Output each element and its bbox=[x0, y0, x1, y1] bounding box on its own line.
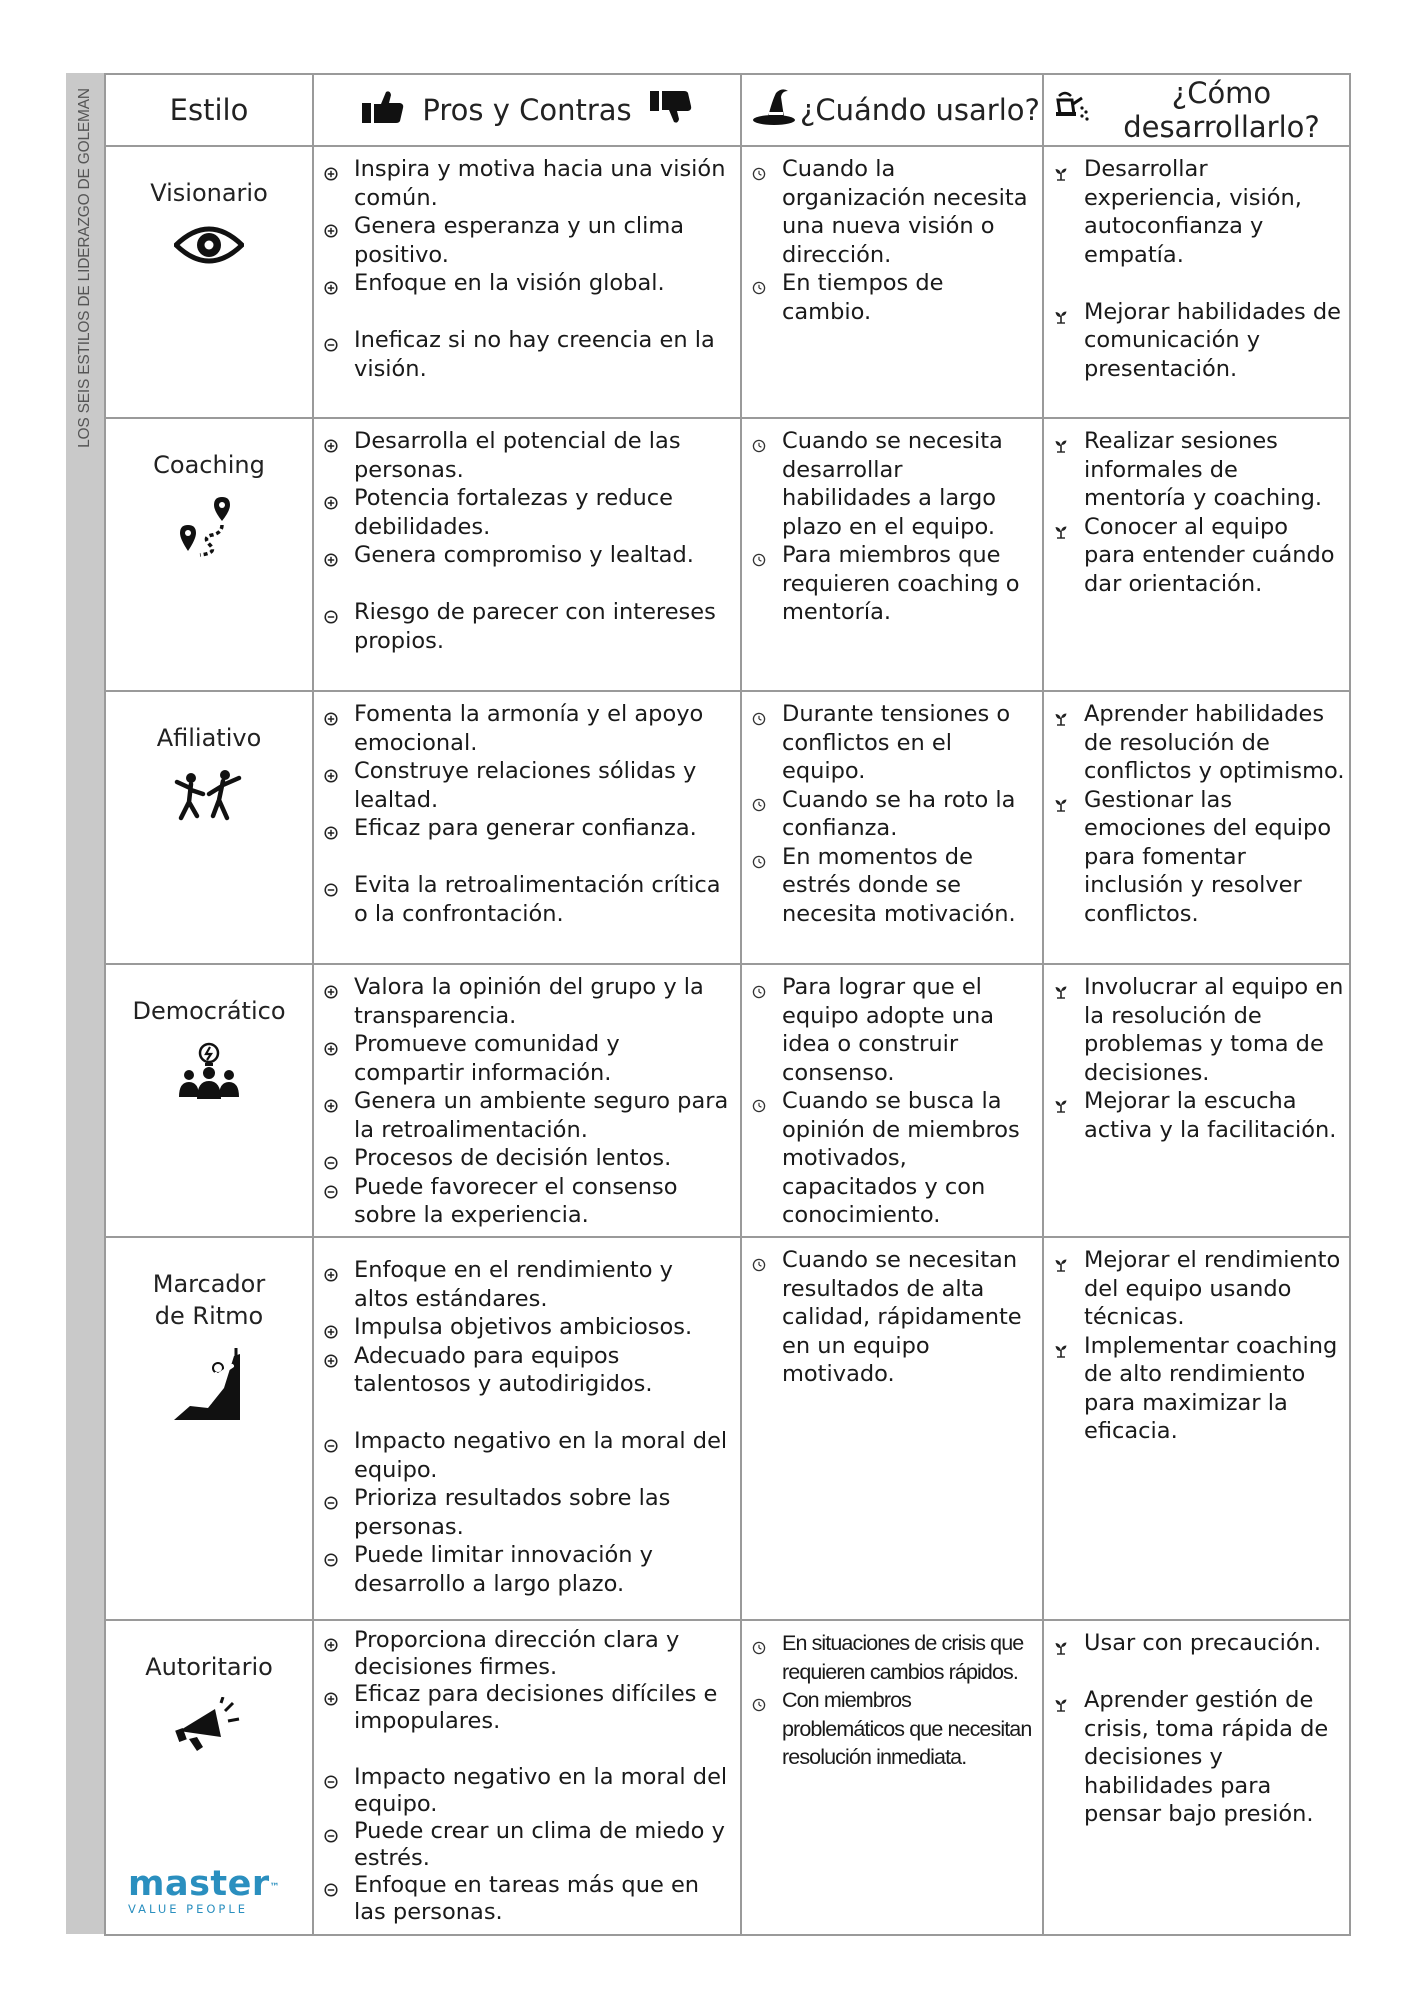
clock-icon bbox=[752, 848, 766, 862]
con-item bbox=[322, 1173, 734, 1230]
style-name: Democrático bbox=[132, 997, 286, 1025]
item-text: Implementar coaching de alto rendimiento para maximizar la eficacia. bbox=[1084, 1332, 1338, 1444]
how-cell bbox=[1042, 147, 1351, 419]
con-item bbox=[322, 1541, 734, 1598]
con-item bbox=[322, 1427, 734, 1484]
circle-plus-icon bbox=[324, 1092, 338, 1106]
clock-icon bbox=[752, 1092, 766, 1106]
logo-tm: ™ bbox=[269, 1882, 281, 1893]
when-list bbox=[742, 147, 1042, 326]
item-text: Eficaz para generar confianza. bbox=[354, 815, 697, 841]
item-text: Procesos de decisión lentos. bbox=[354, 1145, 672, 1171]
pros-cons-list bbox=[314, 147, 740, 383]
item-text: Usar con precaución. bbox=[1084, 1630, 1322, 1656]
con-item bbox=[322, 871, 734, 928]
when-item bbox=[750, 1246, 1036, 1389]
how-item bbox=[1052, 1087, 1345, 1144]
item-text: Para lograr que el equipo adopte una idea o construir consenso. bbox=[782, 974, 995, 1086]
pros-cons-list bbox=[314, 1238, 740, 1598]
circle-minus-icon bbox=[324, 1432, 338, 1446]
circle-plus-icon bbox=[324, 1318, 338, 1332]
item-text: Cuando la organización necesita una nueva visión o dirección. bbox=[782, 156, 1028, 268]
circle-plus-icon bbox=[324, 274, 338, 288]
when-list bbox=[742, 1621, 1042, 1772]
clock-icon bbox=[752, 274, 766, 288]
clock-icon bbox=[752, 1634, 766, 1648]
pro-item bbox=[322, 1030, 734, 1087]
sprout-icon bbox=[1054, 303, 1068, 317]
item-text: Para miembros que requieren coaching o mentoría. bbox=[782, 542, 1020, 625]
sprout-icon bbox=[1054, 1634, 1068, 1648]
how-list bbox=[1044, 419, 1351, 598]
when-item bbox=[750, 1087, 1036, 1230]
sprout-icon bbox=[1054, 432, 1068, 446]
how-cell bbox=[1042, 965, 1351, 1238]
eye-icon bbox=[174, 223, 244, 271]
how-item bbox=[1052, 1332, 1345, 1446]
how-list bbox=[1044, 965, 1351, 1144]
item-text: Aprender gestión de crisis, toma rápida de decisiones y habilidades para pensar bajo presión. bbox=[1084, 1687, 1329, 1827]
con-item bbox=[322, 326, 734, 383]
header-estilo bbox=[104, 75, 312, 147]
circle-plus-icon bbox=[324, 432, 338, 446]
item-text: Ineficaz si no hay creencia en la visión. bbox=[354, 327, 715, 382]
pros-cons-list bbox=[314, 965, 740, 1230]
sprout-icon bbox=[1054, 518, 1068, 532]
item-text: Cuando se busca la opinión de miembros motivados, capacitados y con conocimiento. bbox=[782, 1088, 1020, 1228]
how-cell bbox=[1042, 419, 1351, 692]
when-item bbox=[750, 269, 1036, 326]
when-cell bbox=[740, 147, 1042, 419]
sprout-icon bbox=[1054, 791, 1068, 805]
pro-item bbox=[322, 973, 734, 1030]
side-band bbox=[66, 73, 104, 1934]
clock-icon bbox=[752, 1251, 766, 1265]
pro-item bbox=[322, 427, 734, 484]
item-text: Cuando se necesita desarrollar habilidades a largo plazo en el equipo. bbox=[782, 428, 1003, 540]
item-text: Cuando se ha roto la confianza. bbox=[782, 786, 1016, 841]
pros-cons-cell bbox=[312, 1621, 740, 1936]
logo-name: master bbox=[128, 1864, 270, 1904]
item-text: Conocer al equipo para entender cuándo dar orientación. bbox=[1084, 513, 1335, 597]
item-text: Involucrar al equipo en la resolución de problemas y toma de decisiones. bbox=[1084, 974, 1344, 1086]
item-text: Genera esperanza y un clima positivo. bbox=[354, 213, 685, 268]
item-text: Cuando se necesitan resultados de alta calidad, rápidamente en un equipo motivado. bbox=[782, 1247, 1022, 1387]
item-text: Impulsa objetivos ambiciosos. bbox=[354, 1314, 693, 1340]
item-text: Puede limitar innovación y desarrollo a largo plazo. bbox=[354, 1542, 653, 1597]
pros-cons-cell bbox=[312, 419, 740, 692]
how-item bbox=[1052, 155, 1345, 269]
how-cell bbox=[1042, 1238, 1351, 1621]
clock-icon bbox=[752, 705, 766, 719]
when-list bbox=[742, 965, 1042, 1230]
style-cell bbox=[104, 965, 312, 1238]
when-item bbox=[750, 155, 1036, 269]
item-text: Genera compromiso y lealtad. bbox=[354, 542, 694, 568]
item-text: Enfoque en tareas más que en las personas. bbox=[354, 1871, 700, 1925]
how-list bbox=[1044, 147, 1351, 383]
clock-icon bbox=[752, 160, 766, 174]
item-text: Adecuado para equipos talentosos y autodirigidos. bbox=[354, 1342, 653, 1397]
item-text: Impacto negativo en la moral del equipo. bbox=[354, 1428, 728, 1483]
pro-item bbox=[322, 1681, 734, 1735]
item-text: Fomenta la armonía y el apoyo emocional. bbox=[354, 701, 704, 756]
when-cell bbox=[740, 1238, 1042, 1621]
pro-item bbox=[322, 484, 734, 541]
sprout-icon bbox=[1054, 1337, 1068, 1351]
item-text: Impacto negativo en la moral del equipo. bbox=[354, 1763, 728, 1817]
thumbs-up-icon bbox=[362, 90, 404, 131]
clock-icon bbox=[752, 1691, 766, 1705]
how-item bbox=[1052, 1686, 1345, 1829]
pro-item bbox=[322, 541, 734, 570]
item-text: Mejorar habilidades de comunicación y presentación. bbox=[1084, 298, 1341, 382]
item-text: En momentos de estrés donde se necesita motivación. bbox=[782, 843, 1016, 927]
thumbs-down-icon bbox=[650, 90, 692, 131]
circle-plus-icon bbox=[324, 217, 338, 231]
circle-minus-icon bbox=[324, 1178, 338, 1192]
item-text: Puede crear un clima de miedo y estrés. bbox=[354, 1817, 725, 1871]
item-text: Eficaz para decisiones difíciles e impopulares. bbox=[354, 1681, 718, 1734]
when-cell bbox=[740, 692, 1042, 965]
side-title bbox=[66, 73, 104, 463]
header-cuando-text: ¿Cuándo usarlo? bbox=[800, 93, 1040, 127]
circle-minus-icon bbox=[324, 1546, 338, 1560]
item-text: Inspira y motiva hacia una visión común. bbox=[354, 156, 726, 211]
pros-cons-cell bbox=[312, 965, 740, 1238]
style-cell bbox=[104, 419, 312, 692]
pro-item bbox=[322, 269, 734, 298]
pro-item bbox=[322, 1256, 734, 1313]
con-item bbox=[322, 1144, 734, 1173]
megaphone-icon bbox=[175, 1697, 243, 1755]
con-item bbox=[322, 1764, 734, 1818]
when-cell bbox=[740, 965, 1042, 1238]
how-item bbox=[1052, 1629, 1345, 1658]
clock-icon bbox=[752, 791, 766, 805]
clock-icon bbox=[752, 432, 766, 446]
circle-minus-icon bbox=[324, 603, 338, 617]
pros-cons-cell bbox=[312, 147, 740, 419]
sprout-icon bbox=[1054, 978, 1068, 992]
circle-minus-icon bbox=[324, 331, 338, 345]
item-text: Enfoque en el rendimiento y altos estándares. bbox=[354, 1257, 673, 1312]
when-cell bbox=[740, 419, 1042, 692]
sprout-icon bbox=[1054, 1251, 1068, 1265]
when-cell bbox=[740, 1621, 1042, 1936]
con-item bbox=[322, 1818, 734, 1872]
style-name: Autoritario bbox=[145, 1653, 273, 1681]
header-como bbox=[1042, 75, 1351, 147]
clock-icon bbox=[752, 546, 766, 560]
pro-item bbox=[322, 1627, 734, 1681]
style-name: Coaching bbox=[153, 451, 265, 479]
pros-cons-cell bbox=[312, 1238, 740, 1621]
route-pin-icon bbox=[178, 495, 240, 563]
how-cell bbox=[1042, 692, 1351, 965]
pro-item bbox=[322, 1313, 734, 1342]
clock-icon bbox=[752, 978, 766, 992]
when-item bbox=[750, 541, 1036, 627]
pro-item bbox=[322, 155, 734, 212]
when-item bbox=[750, 843, 1036, 929]
master-logo bbox=[128, 1866, 298, 1916]
pros-cons-list bbox=[314, 419, 740, 655]
circle-plus-icon bbox=[324, 1347, 338, 1361]
item-text: Mejorar el rendimiento del equipo usando técnicas. bbox=[1084, 1247, 1341, 1330]
watering-can-icon bbox=[1052, 88, 1092, 133]
wizard-hat-icon bbox=[752, 87, 796, 134]
how-item bbox=[1052, 298, 1345, 384]
header-como-text: ¿Cómo desarrollarlo? bbox=[1123, 76, 1320, 144]
pro-item bbox=[322, 700, 734, 757]
item-text: Durante tensiones o conflictos en el equipo. bbox=[782, 701, 1011, 784]
circle-minus-icon bbox=[324, 1877, 338, 1891]
how-item bbox=[1052, 1246, 1345, 1332]
header-pros bbox=[312, 75, 740, 147]
circle-plus-icon bbox=[324, 978, 338, 992]
header-pros-text: Pros y Contras bbox=[422, 93, 632, 127]
logo-tagline: VALUE PEOPLE bbox=[128, 1902, 249, 1916]
con-item bbox=[322, 598, 734, 655]
item-text: Puede favorecer el consenso sobre la experiencia. bbox=[354, 1173, 678, 1228]
item-text: Desarrollar experiencia, visión, autoconfianza y empatía. bbox=[1084, 156, 1302, 268]
pro-item bbox=[322, 814, 734, 843]
leadership-table bbox=[104, 73, 1351, 1934]
circle-plus-icon bbox=[324, 762, 338, 776]
sprout-icon bbox=[1054, 1691, 1068, 1705]
when-item bbox=[750, 700, 1036, 786]
when-list bbox=[742, 1238, 1042, 1389]
style-cell bbox=[104, 147, 312, 419]
item-text: Valora la opinión del grupo y la transparencia. bbox=[354, 974, 704, 1029]
circle-plus-icon bbox=[324, 1632, 338, 1646]
when-item bbox=[750, 973, 1036, 1087]
circle-minus-icon bbox=[324, 876, 338, 890]
how-item bbox=[1052, 700, 1345, 786]
how-item bbox=[1052, 427, 1345, 513]
how-cell bbox=[1042, 1621, 1351, 1936]
item-text: Mejorar la escucha activa y la facilitación. bbox=[1084, 1088, 1337, 1143]
item-text: En situaciones de crisis que requieren cambios rápidos. bbox=[782, 1631, 1024, 1684]
sprout-icon bbox=[1054, 1092, 1068, 1106]
pro-item bbox=[322, 757, 734, 814]
pros-cons-cell bbox=[312, 692, 740, 965]
pro-item bbox=[322, 1087, 734, 1144]
item-text: Enfoque en la visión global. bbox=[354, 270, 665, 296]
header-estilo-text: Estilo bbox=[169, 93, 249, 127]
style-name: Visionario bbox=[150, 179, 268, 207]
con-item bbox=[322, 1484, 734, 1541]
how-list bbox=[1044, 692, 1351, 928]
when-item bbox=[750, 1629, 1036, 1686]
when-item bbox=[750, 786, 1036, 843]
when-list bbox=[742, 419, 1042, 627]
when-list bbox=[742, 692, 1042, 928]
circle-plus-icon bbox=[324, 705, 338, 719]
how-list bbox=[1044, 1238, 1351, 1446]
item-text: Riesgo de parecer con intereses propios. bbox=[354, 599, 716, 654]
item-text: Genera un ambiente seguro para la retroalimentación. bbox=[354, 1088, 729, 1143]
team-idea-icon bbox=[177, 1041, 241, 1105]
pro-item bbox=[322, 1342, 734, 1399]
how-item bbox=[1052, 973, 1345, 1087]
when-item bbox=[750, 1686, 1036, 1772]
item-text: Potencia fortalezas y reduce debilidades. bbox=[354, 485, 673, 540]
dancing-people-icon bbox=[171, 768, 247, 832]
circle-plus-icon bbox=[324, 1035, 338, 1049]
item-text: Proporciona dirección clara y decisiones firmes. bbox=[354, 1627, 680, 1680]
circle-plus-icon bbox=[324, 1686, 338, 1700]
item-text: Construye relaciones sólidas y lealtad. bbox=[354, 758, 697, 813]
circle-plus-icon bbox=[324, 546, 338, 560]
style-cell bbox=[104, 692, 312, 965]
pros-cons-list bbox=[314, 1621, 740, 1926]
item-text: Realizar sesiones informales de mentoría y coaching. bbox=[1084, 428, 1323, 511]
how-item bbox=[1052, 786, 1345, 929]
con-item bbox=[322, 1872, 734, 1926]
sprout-icon bbox=[1054, 160, 1068, 174]
item-text: Promueve comunidad y compartir información. bbox=[354, 1031, 620, 1086]
item-text: Desarrolla el potencial de las personas. bbox=[354, 428, 681, 483]
item-text: Aprender habilidades de resolución de conflictos y optimismo. bbox=[1084, 701, 1345, 784]
item-text: En tiempos de cambio. bbox=[782, 270, 944, 325]
item-text: Prioriza resultados sobre las personas. bbox=[354, 1485, 671, 1540]
circle-plus-icon bbox=[324, 160, 338, 174]
how-list bbox=[1044, 1621, 1351, 1829]
circle-minus-icon bbox=[324, 1489, 338, 1503]
style-cell bbox=[104, 1238, 312, 1621]
climber-icon bbox=[174, 1346, 244, 1424]
circle-plus-icon bbox=[324, 819, 338, 833]
circle-plus-icon bbox=[324, 1261, 338, 1275]
sprout-icon bbox=[1054, 705, 1068, 719]
circle-plus-icon bbox=[324, 489, 338, 503]
pro-item bbox=[322, 212, 734, 269]
circle-minus-icon bbox=[324, 1823, 338, 1837]
item-text: Con miembros problemáticos que necesitan resolución inmediata. bbox=[782, 1688, 1032, 1769]
style-name: Afiliativo bbox=[156, 724, 262, 752]
style-name: Marcador de Ritmo bbox=[152, 1270, 266, 1330]
item-text: Gestionar las emociones del equipo para fomentar inclusión y resolver conflictos. bbox=[1084, 786, 1332, 927]
circle-minus-icon bbox=[324, 1149, 338, 1163]
header-cuando bbox=[740, 75, 1042, 147]
circle-minus-icon bbox=[324, 1769, 338, 1783]
how-item bbox=[1052, 513, 1345, 599]
when-item bbox=[750, 427, 1036, 541]
side-title-text: LOS SEIS ESTILOS DE LIDERAZGO DE GOLEMAN bbox=[76, 88, 94, 448]
item-text: Evita la retroalimentación crítica o la confrontación. bbox=[354, 872, 721, 927]
pros-cons-list bbox=[314, 692, 740, 928]
